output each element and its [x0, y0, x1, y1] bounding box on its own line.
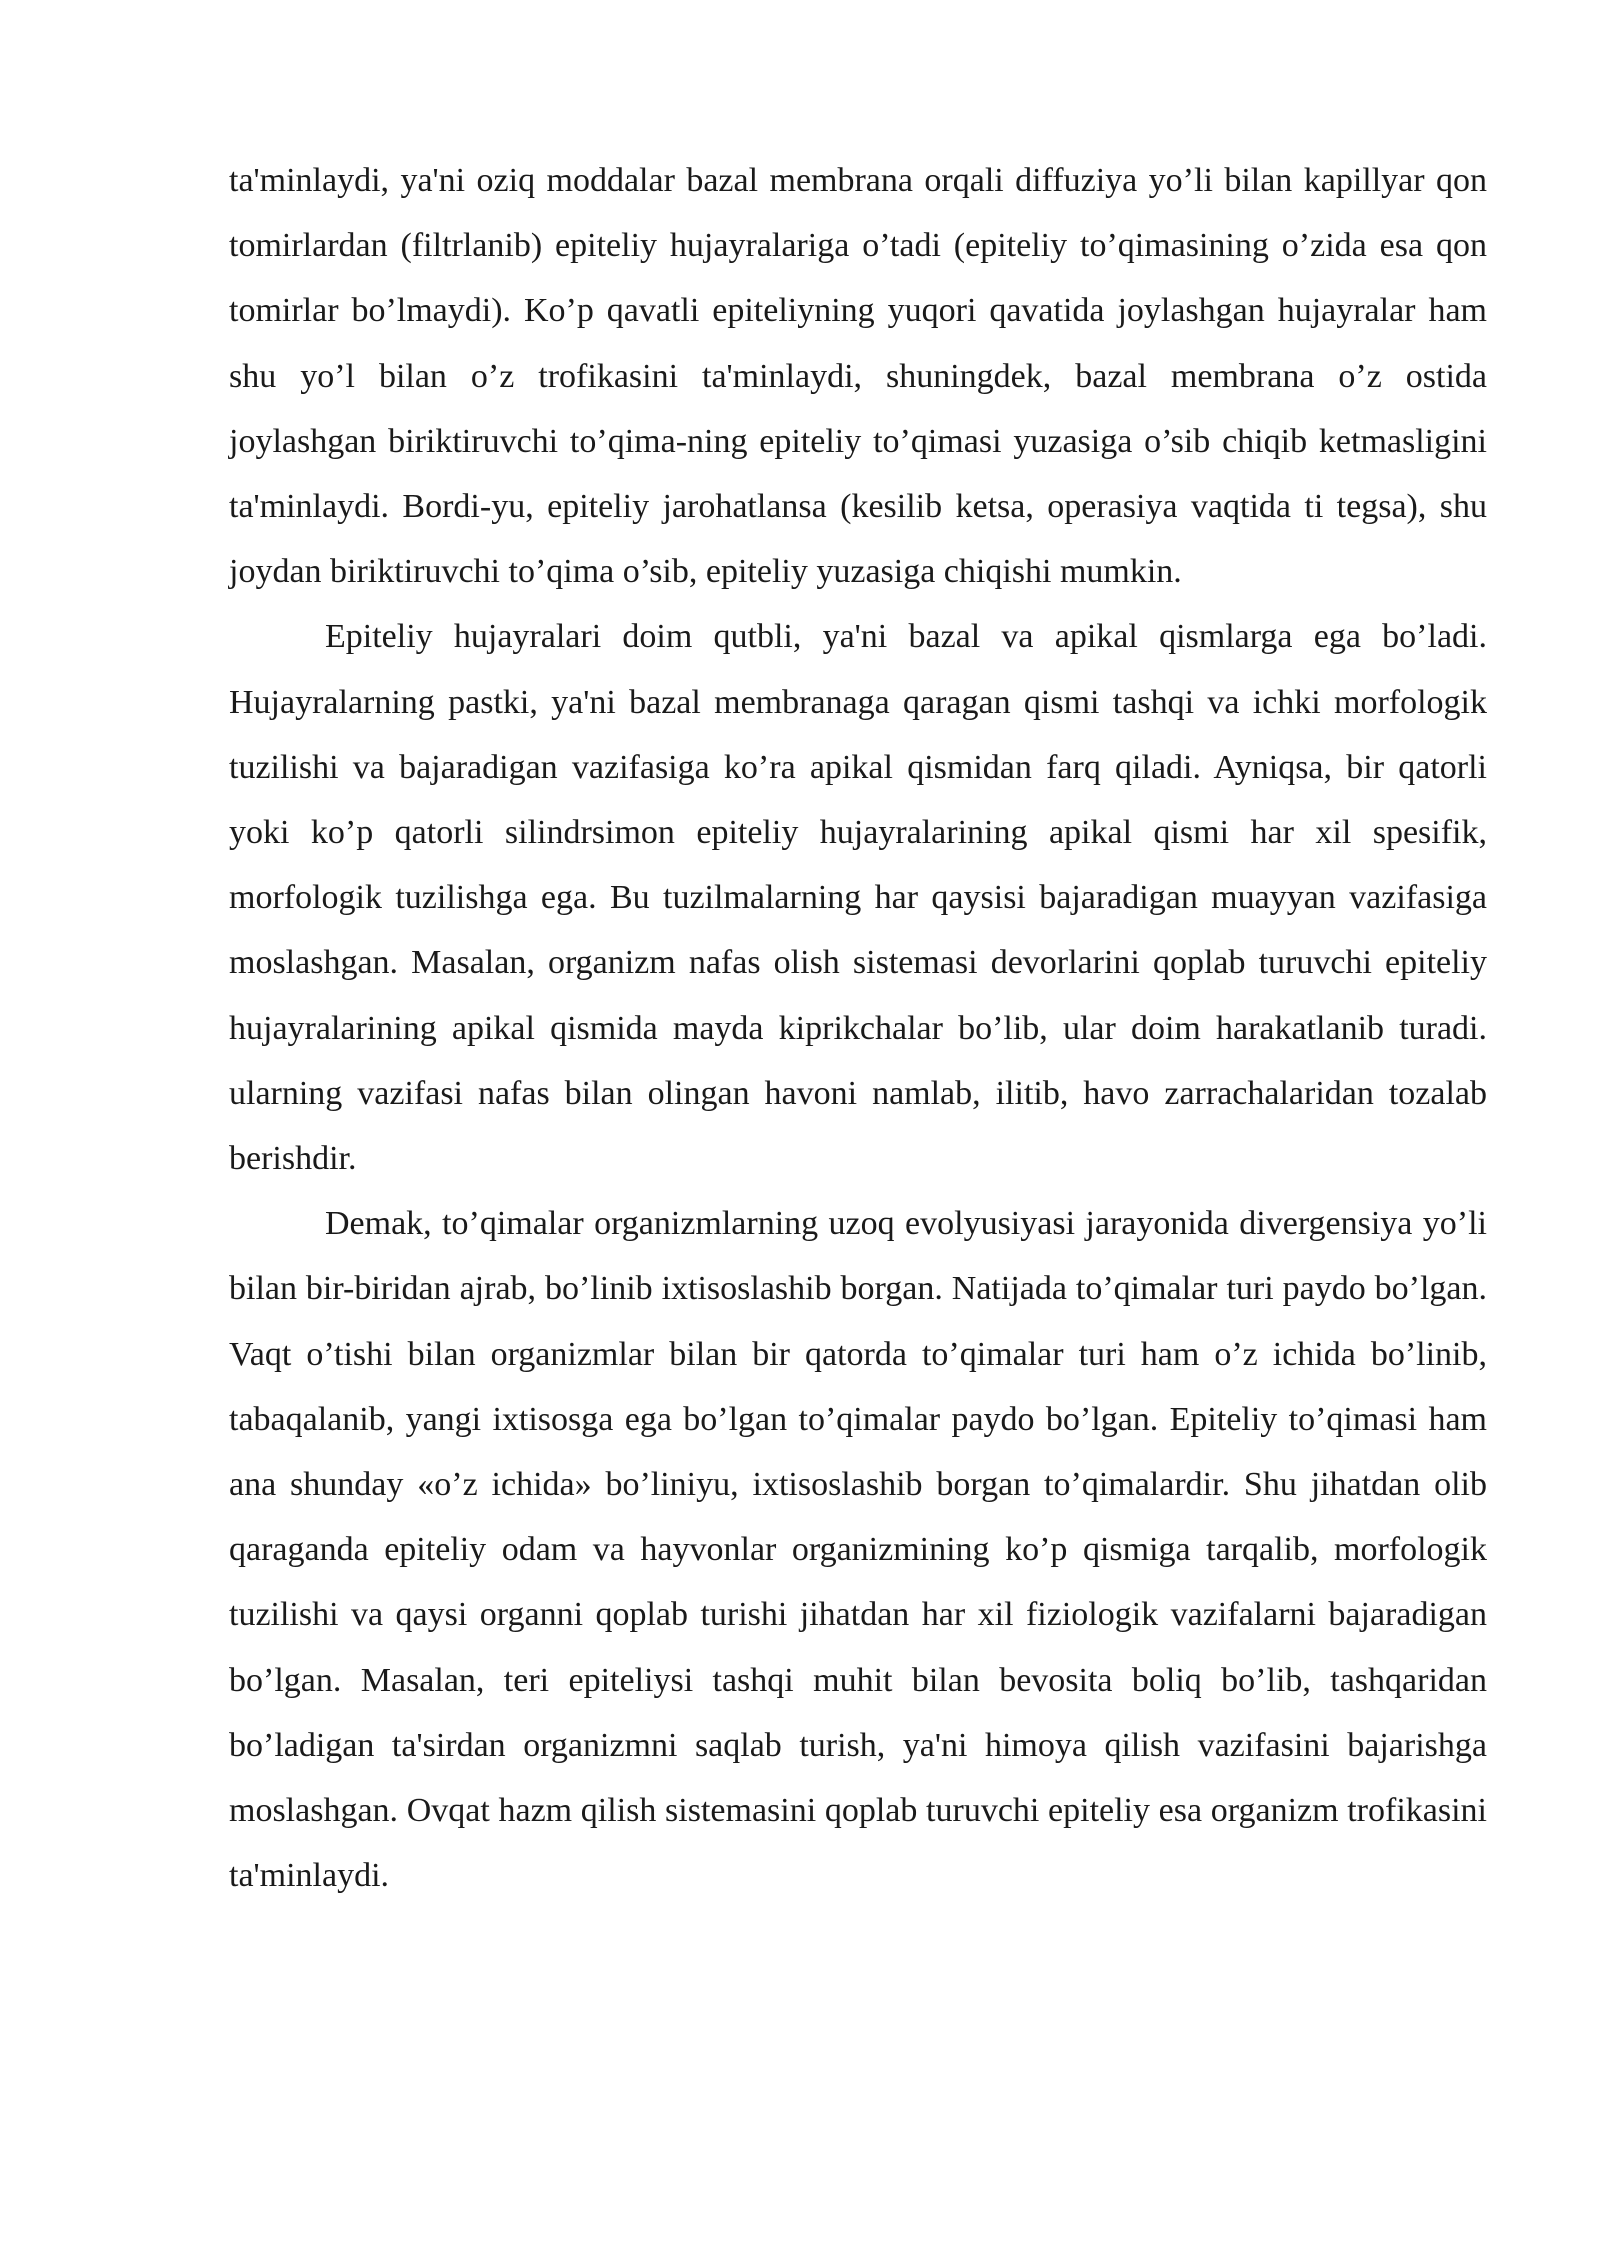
- paragraph-tissue-evolution: Demak, to’qimalar organizmlarning uzoq evolyusiyasi jarayonida divergensiya yo’li bilan bir-biridan ajrab, bo’linib ixtisoslashib borgan. Natijada to’qimalar turi paydo bo’lgan. Vaqt o’tishi bilan organizmlar bilan bir qatorda to’qimalar turi ham o’z ichida bo’linib, tabaqalanib, yangi ixtisosga ega bo’lgan to’qimalar paydo bo’lgan. Epiteliy to’qimasi ham ana shunday «o’z ichida» bo’liniyu, ixtisoslashib borgan to’qimalardir. Shu jihatdan olib qaraganda epiteliy odam va hayvonlar organizmining ko’p qismiga tarqalib, morfologik tuzilishi va qaysi organni qoplab turishi jihatdan har xil fiziologik vazifalarni bajaradigan bo’lgan. Masalan, teri epiteliysi tashqi muhit bilan bevosita boliq bo’lib, tashqaridan bo’ladigan ta'sirdan organizmni saqlab turish, ya'ni himoya qilish vazifasini bajarishga moslashgan. Ovqat hazm qilish sistemasini qoplab turuvchi epiteliy esa organizm trofikasini ta'minlaydi.: [229, 1205, 1487, 1895]
- document-body: [229, 148, 1487, 1908]
- paragraph-epithelial-polarity: Epiteliy hujayralari doim qutbli, ya'ni bazal va apikal qismlarga ega bo’ladi. Hujayralarning pastki, ya'ni bazal membranaga qaragan qismi tashqi va ichki morfologik tuzilishi va bajaradigan vazifasiga ko’ra apikal qismidan farq qiladi. Ayniqsa, bir qatorli yoki ko’p qatorli silindrsimon epiteliy hujayralarining apikal qismi har xil spesifik, morfologik tuzilishga ega. Bu tuzilmalarning har qaysisi bajaradigan muayyan vazifasiga moslashgan. Masalan, organizm nafas olish sistemasi devorlarini qoplab turuvchi epiteliy hujayralarining apikal qismida mayda kiprikchalar bo’lib, ular doim harakatlanib turadi. ularning vazifasi nafas bilan olingan havoni namlab, ilitib, havo zarrachalaridan tozalab berishdir.: [229, 618, 1487, 1178]
- paragraph-continuation: ta'minlaydi, ya'ni oziq moddalar bazal membrana orqali diffuziya yo’li bilan kapillyar qon tomirlardan (filtrlanib) epiteliy hujayralariga o’tadi (epiteliy to’qimasining o’zida esa qon tomirlar bo’lmaydi). Ko’p qavatli epiteliyning yuqori qavatida joylashgan hujayralar ham shu yo’l bilan o’z trofikasini ta'minlaydi, shuningdek, bazal membrana o’z ostida joylashgan biriktiruvchi to’qima-ning epiteliy to’qimasi yuzasiga o’sib chiqib ketmasligini ta'minlaydi. Bordi-yu, epiteliy jarohatlansa (kesilib ketsa, operasiya vaqtida ti tegsa), shu joydan biriktiruvchi to’qima o’sib, epiteliy yuzasiga chiqishi mumkin.: [229, 162, 1487, 591]
